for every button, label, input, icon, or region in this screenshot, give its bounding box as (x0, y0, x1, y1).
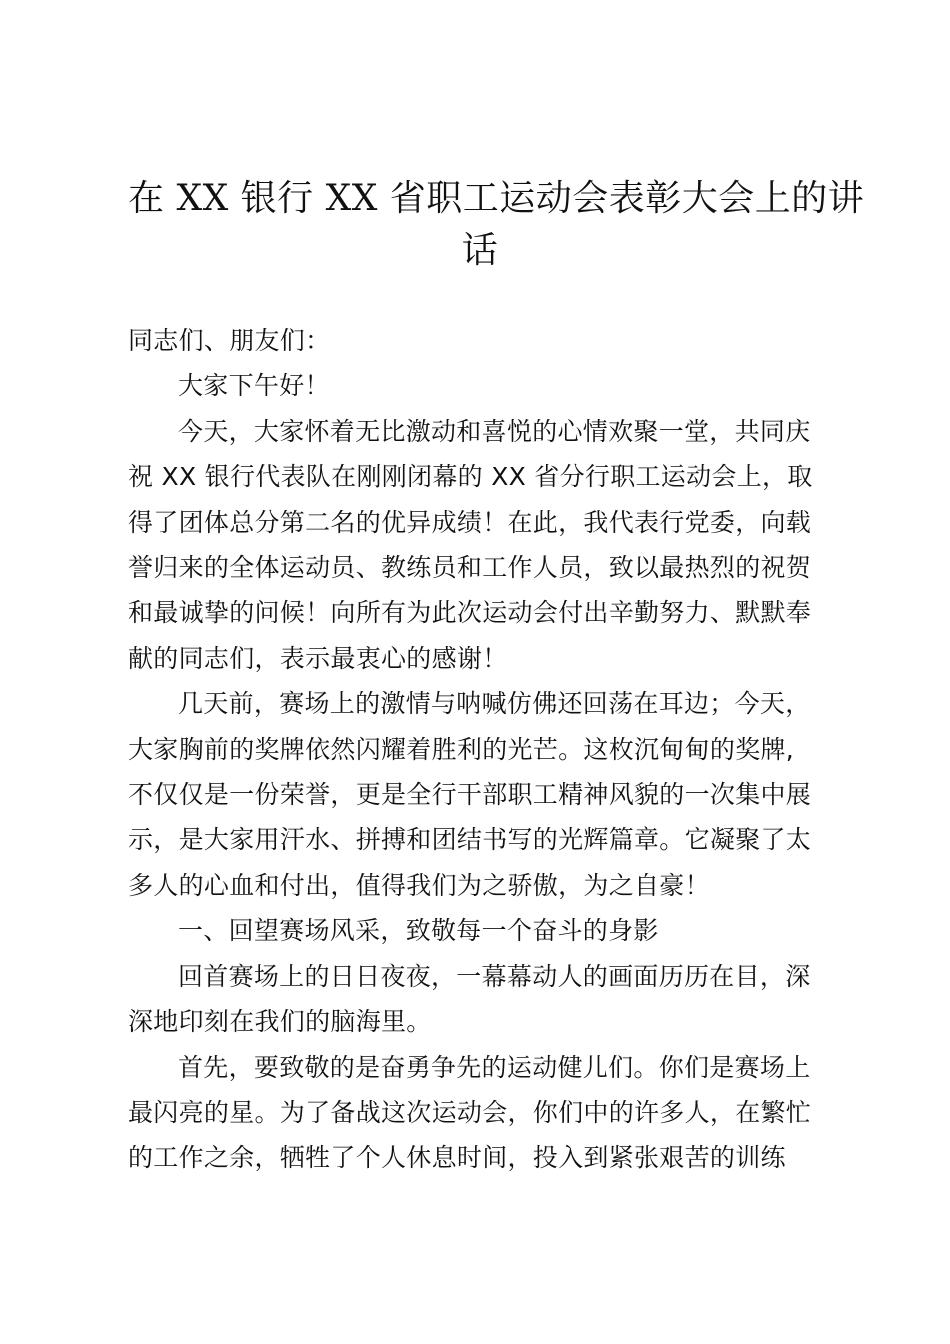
paragraph-line: 回首赛场上的日日夜夜，一幕幕动人的画面历历在目，深 (178, 961, 811, 991)
greeting (128, 363, 832, 408)
document-body (128, 318, 832, 1181)
salutation-text: 同志们、朋友们： (128, 326, 331, 355)
paragraph-line: 今天，大家怀着无比激动和喜悦的心情欢聚一堂，共同庆 (178, 416, 811, 446)
paragraph-2 (128, 681, 832, 908)
paragraph-line: 的工作之余，牺牲了个人休息时间，投入到紧张艰苦的训练 (128, 1143, 786, 1173)
document-title (128, 0, 865, 277)
paragraph-line: 最闪亮的星。为了备战这次运动会，你们中的许多人，在繁忙 (128, 1097, 812, 1127)
paragraph-line: 得了团体总分第二名的优异成绩！在此，我代表行党委，向载 (128, 507, 812, 537)
title-line: 在 XX 银行 XX 省职工运动会表彰大会上的讲 (128, 178, 865, 219)
paragraph-line: 示，是大家用汗水、拼搏和团结书写的光辉篇章。它凝聚了太 (128, 825, 812, 855)
title-line: 话 (461, 230, 499, 271)
paragraph-line: 祝 XX 银行代表队在刚刚闭幕的 XX 省分行职工运动会上，取 (128, 462, 813, 492)
paragraph-line: 誉归来的全体运动员、教练员和工作人员，致以最热烈的祝贺 (128, 553, 812, 583)
paragraph-1 (128, 409, 832, 681)
salutation (128, 318, 832, 363)
paragraph-line: 深地印刻在我们的脑海里。 (128, 1007, 432, 1037)
greeting-text: 大家下午好！ (178, 371, 330, 401)
section-heading-text: 一、回望赛场风采，致敬每一个奋斗的身影 (178, 916, 659, 946)
paragraph-4 (128, 1045, 832, 1181)
paragraph-line: 多人的心血和付出，值得我们为之骄傲，为之自豪！ (128, 870, 710, 900)
section-heading-1 (128, 908, 832, 953)
paragraph-line: 几天前，赛场上的激情与呐喊仿佛还回荡在耳边；今天， (178, 689, 811, 719)
paragraph-line: 和最诚挚的问候！向所有为此次运动会付出辛勤努力、默默奉 (128, 598, 812, 628)
paragraph-3 (128, 954, 832, 1045)
paragraph-line: 不仅仅是一份荣誉，更是全行干部职工精神风貌的一次集中展 (128, 780, 812, 810)
paragraph-line: 献的同志们，表示最衷心的感谢！ (128, 643, 508, 673)
paragraph-line: 大家胸前的奖牌依然闪耀着胜利的光芒。这枚沉甸甸的奖牌, (128, 734, 795, 764)
paragraph-line: 首先，要致敬的是奋勇争先的运动健儿们。你们是赛场上 (178, 1052, 811, 1082)
